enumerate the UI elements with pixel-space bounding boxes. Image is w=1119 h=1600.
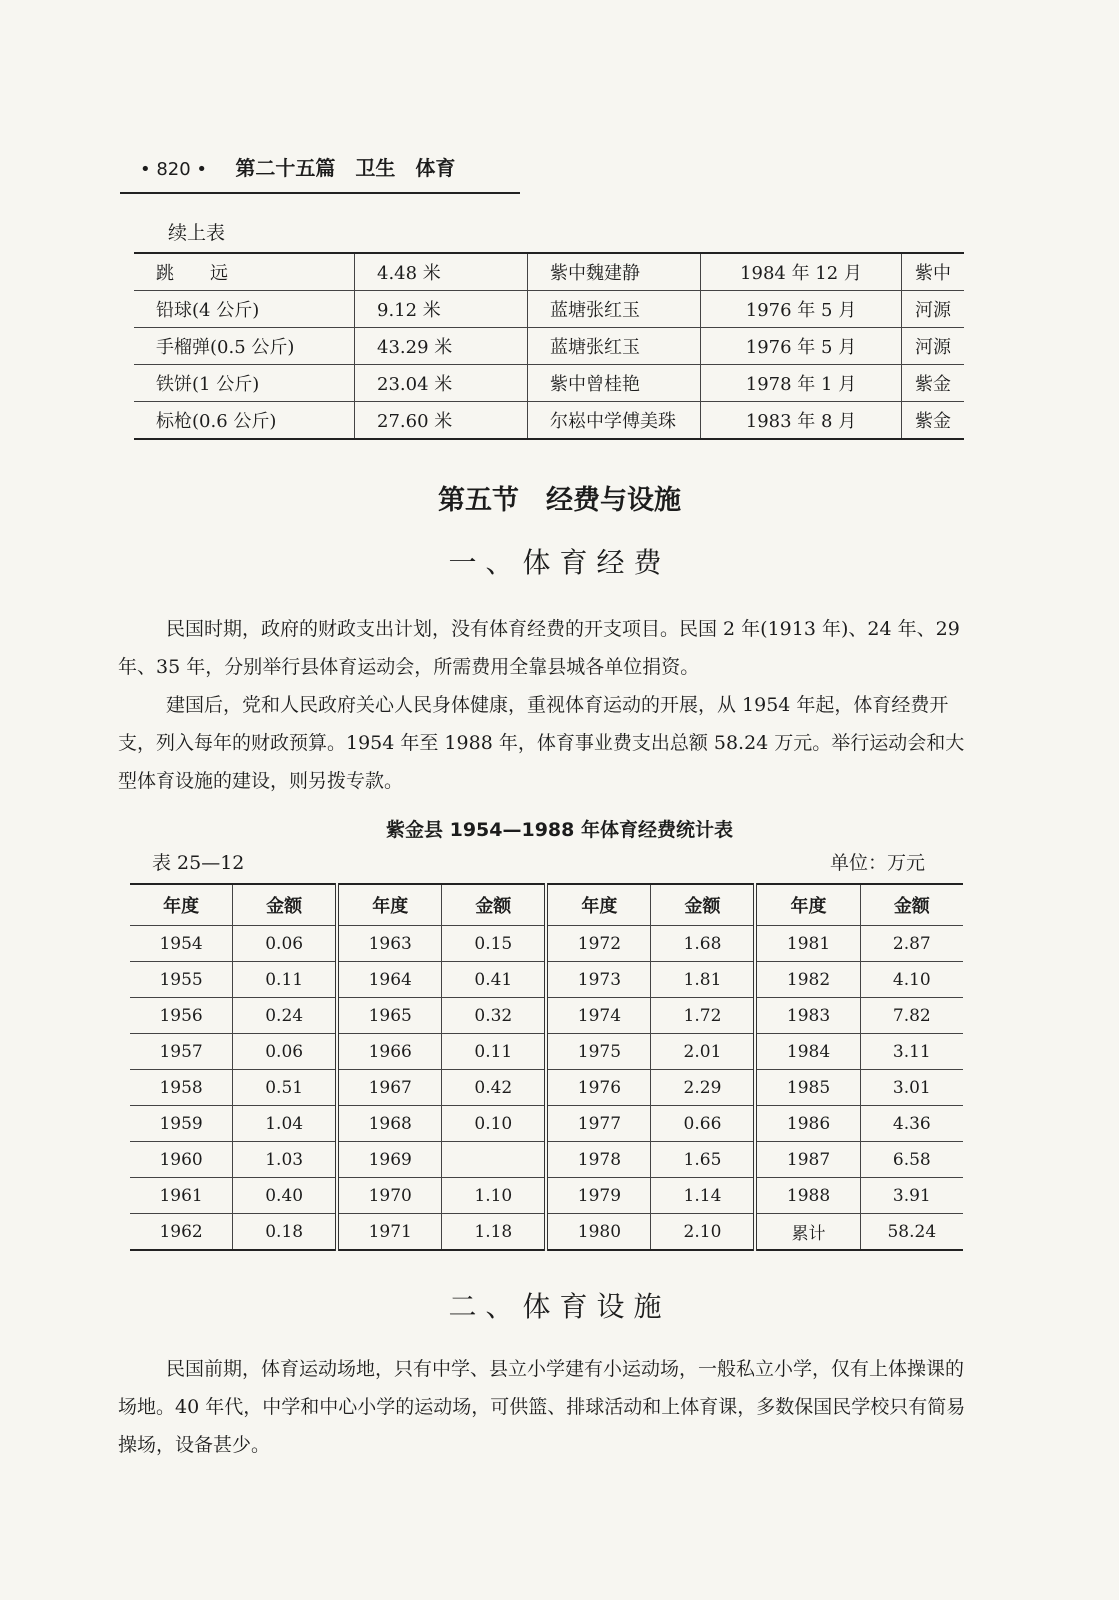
stats-cell: 0.24 <box>233 998 338 1034</box>
stats-cell: 1963 <box>337 926 442 962</box>
continuation-label: 续上表 <box>168 222 226 244</box>
stats-cell: 1971 <box>337 1214 442 1251</box>
records-cell: 河源 <box>902 291 965 328</box>
records-row <box>134 328 964 365</box>
stats-cell: 1973 <box>546 962 651 998</box>
stats-cell: 1966 <box>337 1034 442 1070</box>
stats-cell: 0.42 <box>442 1070 547 1106</box>
records-cell: 1978 年 1 月 <box>701 365 902 402</box>
stats-cell: 1984 <box>755 1034 860 1070</box>
stats-cell: 4.10 <box>860 962 963 998</box>
stats-cell: 0.51 <box>233 1070 338 1106</box>
stats-row <box>130 998 963 1034</box>
stats-cell: 1.03 <box>233 1142 338 1178</box>
records-cell: 尔崧中学傅美珠 <box>528 402 701 440</box>
records-cell: 铅球(4 公斤) <box>134 291 355 328</box>
stats-row <box>130 1178 963 1214</box>
paragraph-funding-postwar: 建国后，党和人民政府关心人民身体健康，重视体育运动的开展，从 1954 年起，体育经费开支，列入每年的财政预算。1954 年至 1988 年，体育事业费支出总额 58.24 万元。举行运动会和大型体育设施的建设，则另拨专款。 <box>118 694 965 792</box>
records-cell: 1976 年 5 月 <box>701 291 902 328</box>
stats-header-cell: 金额 <box>442 884 547 926</box>
stats-cell: 1961 <box>130 1178 233 1214</box>
records-row <box>134 291 964 328</box>
stats-cell: 1983 <box>755 998 860 1034</box>
records-cell: 铁饼(1 公斤) <box>134 365 355 402</box>
stats-cell: 0.15 <box>442 926 547 962</box>
stats-row <box>130 1034 963 1070</box>
stats-cell: 1982 <box>755 962 860 998</box>
stats-row <box>130 1070 963 1106</box>
stats-table-unit: 单位：万元 <box>830 852 926 874</box>
stats-cell: 3.91 <box>860 1178 963 1214</box>
stats-header-cell: 年度 <box>130 884 233 926</box>
stats-row <box>130 926 963 962</box>
stats-cell: 1975 <box>546 1034 651 1070</box>
stats-cell: 1.18 <box>442 1214 547 1251</box>
chapter-title: 第二十五篇 卫生 体育 <box>235 156 456 180</box>
stats-header-cell: 年度 <box>337 884 442 926</box>
records-row <box>134 402 964 440</box>
records-cell: 27.60 米 <box>355 402 528 440</box>
stats-header-cell: 年度 <box>546 884 651 926</box>
stats-header-cell: 金额 <box>860 884 963 926</box>
stats-cell: 1958 <box>130 1070 233 1106</box>
records-cell: 43.29 米 <box>355 328 528 365</box>
stats-cell: 1980 <box>546 1214 651 1251</box>
stats-cell: 1978 <box>546 1142 651 1178</box>
stats-cell: 1957 <box>130 1034 233 1070</box>
records-table <box>134 252 964 440</box>
stats-cell: 0.06 <box>233 1034 338 1070</box>
stats-cell: 1976 <box>546 1070 651 1106</box>
stats-header-cell: 金额 <box>233 884 338 926</box>
stats-cell: 0.11 <box>442 1034 547 1070</box>
records-row <box>134 253 964 291</box>
records-cell: 紫中曾桂艳 <box>528 365 701 402</box>
records-cell: 23.04 米 <box>355 365 528 402</box>
paragraph-funding-republic: 民国时期，政府的财政支出计划，没有体育经费的开支项目。民国 2 年(1913 年)、24 年、29 年、35 年，分别举行县体育运动会，所需费用全靠县城各单位捐资。 <box>118 618 960 678</box>
stats-cell: 1.68 <box>651 926 756 962</box>
stats-cell: 1.65 <box>651 1142 756 1178</box>
subsection-title-funding: 一、体育经费 <box>448 546 671 579</box>
stats-cell: 0.10 <box>442 1106 547 1142</box>
records-cell: 跳 远 <box>156 263 228 284</box>
stats-cell: 累计 <box>755 1214 860 1251</box>
stats-table <box>130 883 963 1251</box>
stats-cell: 0.06 <box>233 926 338 962</box>
stats-cell: 1970 <box>337 1178 442 1214</box>
stats-cell: 1.14 <box>651 1178 756 1214</box>
page-header <box>120 152 520 194</box>
stats-cell: 0.66 <box>651 1106 756 1142</box>
stats-cell: 1988 <box>755 1178 860 1214</box>
records-row <box>134 365 964 402</box>
records-cell: 河源 <box>902 328 965 365</box>
stats-row <box>130 1106 963 1142</box>
stats-cell: 1.72 <box>651 998 756 1034</box>
page-number: • 820 • <box>140 159 208 180</box>
stats-cell: 1972 <box>546 926 651 962</box>
records-cell: 手榴弹(0.5 公斤) <box>134 328 355 365</box>
subsection-title-facilities: 二、体育设施 <box>448 1290 671 1323</box>
stats-row <box>130 962 963 998</box>
stats-table-title: 紫金县 1954—1988 年体育经费统计表 <box>386 819 733 841</box>
stats-cell: 1977 <box>546 1106 651 1142</box>
stats-cell: 2.01 <box>651 1034 756 1070</box>
records-cell: 1976 年 5 月 <box>701 328 902 365</box>
stats-table-id: 表 25—12 <box>152 852 245 874</box>
stats-header-row <box>130 884 963 926</box>
stats-cell: 1969 <box>337 1142 442 1178</box>
stats-row <box>130 1142 963 1178</box>
stats-cell: 1979 <box>546 1178 651 1214</box>
stats-cell: 6.58 <box>860 1142 963 1178</box>
stats-cell: 2.10 <box>651 1214 756 1251</box>
stats-cell: 1956 <box>130 998 233 1034</box>
records-cell: 紫中 <box>902 253 965 291</box>
records-cell: 紫金 <box>902 365 965 402</box>
records-cell: 紫金 <box>902 402 965 440</box>
stats-cell: 0.18 <box>233 1214 338 1251</box>
stats-cell: 0.11 <box>233 962 338 998</box>
stats-header-cell: 年度 <box>755 884 860 926</box>
section-title: 第五节 经费与设施 <box>438 485 681 516</box>
stats-cell: 1964 <box>337 962 442 998</box>
stats-cell: 58.24 <box>860 1214 963 1251</box>
stats-cell: 1974 <box>546 998 651 1034</box>
stats-cell: 1.81 <box>651 962 756 998</box>
stats-cell: 1985 <box>755 1070 860 1106</box>
stats-cell: 2.29 <box>651 1070 756 1106</box>
stats-cell: 0.41 <box>442 962 547 998</box>
stats-cell <box>442 1142 547 1178</box>
stats-row <box>130 1214 963 1251</box>
records-cell: 9.12 米 <box>355 291 528 328</box>
stats-cell: 0.32 <box>442 998 547 1034</box>
stats-cell: 1955 <box>130 962 233 998</box>
stats-cell: 1954 <box>159 933 203 954</box>
records-cell: 1983 年 8 月 <box>701 402 902 440</box>
records-cell: 4.48 米 <box>355 253 528 291</box>
stats-cell: 3.01 <box>860 1070 963 1106</box>
stats-cell: 4.36 <box>860 1106 963 1142</box>
stats-cell: 1986 <box>755 1106 860 1142</box>
stats-cell: 1.10 <box>442 1178 547 1214</box>
stats-cell: 1960 <box>130 1142 233 1178</box>
paragraph-facilities: 民国前期，体育运动场地，只有中学、县立小学建有小运动场，一般私立小学，仅有上体操课的场地。40 年代，中学和中心小学的运动场，可供篮、排球活动和上体育课，多数保国民学校只有简易操场，设备甚少。 <box>118 1358 966 1456</box>
stats-cell: 1962 <box>130 1214 233 1251</box>
stats-cell: 7.82 <box>860 998 963 1034</box>
stats-header-cell: 金额 <box>651 884 756 926</box>
stats-cell: 0.40 <box>233 1178 338 1214</box>
stats-cell: 1967 <box>337 1070 442 1106</box>
records-cell: 蓝塘张红玉 <box>528 291 701 328</box>
stats-cell: 3.11 <box>860 1034 963 1070</box>
stats-cell: 2.87 <box>860 926 963 962</box>
stats-cell: 1965 <box>337 998 442 1034</box>
stats-cell: 1959 <box>130 1106 233 1142</box>
stats-cell: 1981 <box>755 926 860 962</box>
records-cell: 标枪(0.6 公斤) <box>134 402 355 440</box>
records-cell: 紫中魏建静 <box>528 253 701 291</box>
records-cell: 1984 年 12 月 <box>701 253 902 291</box>
stats-cell: 1987 <box>755 1142 860 1178</box>
stats-cell: 1.04 <box>233 1106 338 1142</box>
records-cell: 蓝塘张红玉 <box>528 328 701 365</box>
stats-cell: 1968 <box>337 1106 442 1142</box>
